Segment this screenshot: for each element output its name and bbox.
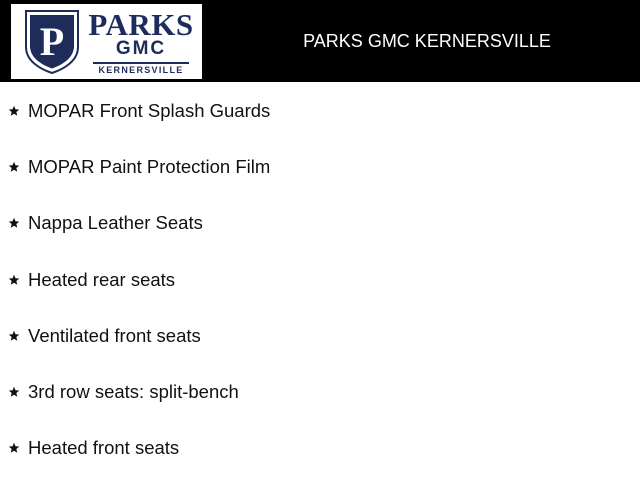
logo-monogram: P (39, 19, 65, 64)
star-icon (8, 386, 20, 398)
feature-item (0, 437, 620, 467)
feature-label: MOPAR Front Splash Guards (28, 100, 271, 121)
feature-item (0, 325, 620, 355)
logo-gmc-text: GMC (115, 38, 167, 59)
dealer-name: PARKS GMC KERNERSVILLE (303, 31, 551, 51)
feature-item (0, 156, 620, 186)
feature-label: MOPAR Paint Protection Film (28, 156, 271, 178)
star-icon (8, 217, 20, 229)
star-icon (8, 274, 20, 286)
logo-city-text: KERNERSVILLE (98, 65, 184, 75)
feature-label: 3rd row seats: split-bench (28, 381, 239, 402)
logo-parks-text: PARKS (88, 7, 194, 42)
star-icon (8, 330, 20, 342)
feature-label: Heated rear seats (28, 268, 176, 290)
logo-divider (93, 62, 189, 64)
feature-item (0, 212, 620, 242)
shield-icon (24, 9, 80, 75)
star-icon (8, 442, 20, 454)
feature-item (0, 269, 620, 299)
feature-label: Nappa Leather Seats (28, 212, 203, 234)
feature-label: Heated front seats (28, 437, 180, 459)
parks-gmc-logo (11, 4, 202, 79)
header-bar (0, 0, 640, 82)
star-icon (8, 161, 20, 173)
feature-item (0, 381, 620, 411)
star-icon (8, 105, 20, 117)
feature-item (0, 100, 620, 130)
feature-label: Ventilated front seats (28, 324, 201, 346)
